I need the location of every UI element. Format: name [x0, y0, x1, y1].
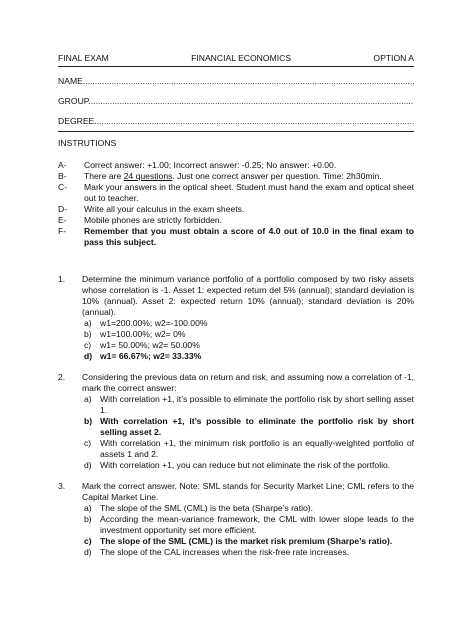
answer-option: c) With correlation +1, the minimum risk portfolio is an equally-weighted portfolio of assets 1 and 2. — [84, 438, 414, 459]
question-count: 24 questions — [123, 171, 173, 181]
answer-option: a) The slope of the SML (CML) is the beta (Sharpe’s ratio). — [84, 503, 314, 513]
answer-option: b) With correlation +1, it’s possible to eliminate the portfolio risk by short selling asset 2. — [84, 416, 414, 437]
question-stem: Mark the correct answer. Note: SML stands for Security Market Line; CML refers to the Capital Market Line. — [82, 481, 414, 502]
instruction-item: E- Mobile phones are strictly forbidden. — [58, 215, 223, 225]
degree-field: DEGREE ..... — [58, 116, 414, 127]
exam-header — [58, 53, 414, 67]
answer-option: c) The slope of the SML (CML) is the market risk premium (Sharpe’s ratio). — [84, 536, 393, 546]
answer-option: d) The slope of the CAL increases when the risk-free rate increases. — [84, 547, 350, 557]
instructions-heading: INSTRUTIONS — [58, 138, 117, 148]
answer-options — [82, 503, 414, 558]
answer-option: d) With correlation +1, you can reduce but not eliminate the risk of the portfolio. — [84, 460, 391, 470]
question-3: 3. Mark the correct answer. Note: SML stands for Security Market Line; CML refers to the Capital Market Line. a) The slope of the SML (CML) is the beta (Sharpe’s ratio). b) According the mean-variance framework, the CML with lower slope leads to the investment opportunity set more efficient. c) The slope of the SML (CML) is the market risk premium (Sharpe’s ratio). d) The slope of the CAL increases when the risk-free rate increases. — [58, 481, 414, 557]
exam-title: FINAL EXAM — [58, 53, 109, 63]
name-field: NAME ..... — [58, 76, 414, 87]
instruction-item: D- Write all your calculus in the exam sheets. — [58, 204, 245, 214]
answer-options — [82, 394, 414, 471]
answer-option: b) According the mean-variance framework, the CML with lower slope leads to the investment opportunity set more efficient. — [84, 514, 414, 535]
answer-option: a) With correlation +1, it’s possible to eliminate the portfolio risk by short selling asset 1. — [84, 394, 414, 415]
question-stem: Considering the previous data on return and risk, and assuming now a correlation of -1, mark the correct answer: — [82, 372, 414, 393]
instruction-item: B- There are 24 questions. Just one correct answer per question. Time: 2h30min. — [58, 171, 382, 181]
question-2: 2. Considering the previous data on return and risk, and assuming now a correlation of -1, mark the correct answer: a) With correlation +1, it’s possible to eliminate the portfolio risk by short selling asset 1. b) With correlation +1, it’s possible to eliminate the portfolio risk by short selling asset 2. c) With correlation +1, the minimum risk portfolio is an equally-weighted portfolio of assets 1 and 2. d) With correlation +1, you can reduce but not eliminate the risk of the portfolio. — [58, 372, 414, 470]
course-title: FINANCIAL ECONOMICS — [191, 53, 292, 63]
answer-options — [82, 318, 414, 362]
instructions-list — [58, 160, 414, 248]
group-field: GROUP ..... — [58, 96, 414, 107]
questions-list — [58, 274, 414, 558]
instruction-item: F- Remember that you must obtain a score of 4.0 out of 10.0 in the final exam to pass this subject. — [58, 226, 414, 247]
answer-option: b) w1=100.00%; w2= 0% — [84, 329, 186, 339]
divider — [58, 131, 414, 132]
question-1: 1. Determine the minimum variance portfolio of a portfolio composed by two risky assets whose correlation is -1. Asset 1: expected return del 5% (annual); standard deviation is 10% (annual). Asset 2: expected return 10% (annual); standard deviation is 20% (annual). a) w1=200.00%; w2=-100.00% b) w1=100.00%; w2= 0% c) w1= 50.00%; w2= 50.00% d) w1= 66.67%; w2= 33.33% — [58, 274, 414, 361]
answer-option: a) w1=200.00%; w2=-100.00% — [84, 318, 208, 328]
instruction-item: C- Mark your answers in the optical sheet. Student must hand the exam and optical sheet out to teacher. — [58, 182, 414, 203]
answer-option: d) w1= 66.67%; w2= 33.33% — [84, 351, 202, 361]
instruction-item: A- Correct answer: +1.00; Incorrect answer: -0.25; No answer: +0.00. — [58, 160, 337, 170]
question-stem: Determine the minimum variance portfolio of a portfolio composed by two risky assets whose correlation is -1. Asset 1: expected return del 5% (annual); standard deviation is 10% (annual). Asset 2: expected return 10% (annual); standard deviation is 20% (annual). — [82, 274, 414, 317]
exam-option: OPTION A — [373, 53, 414, 63]
answer-option: c) w1= 50.00%; w2= 50.00% — [84, 340, 200, 350]
